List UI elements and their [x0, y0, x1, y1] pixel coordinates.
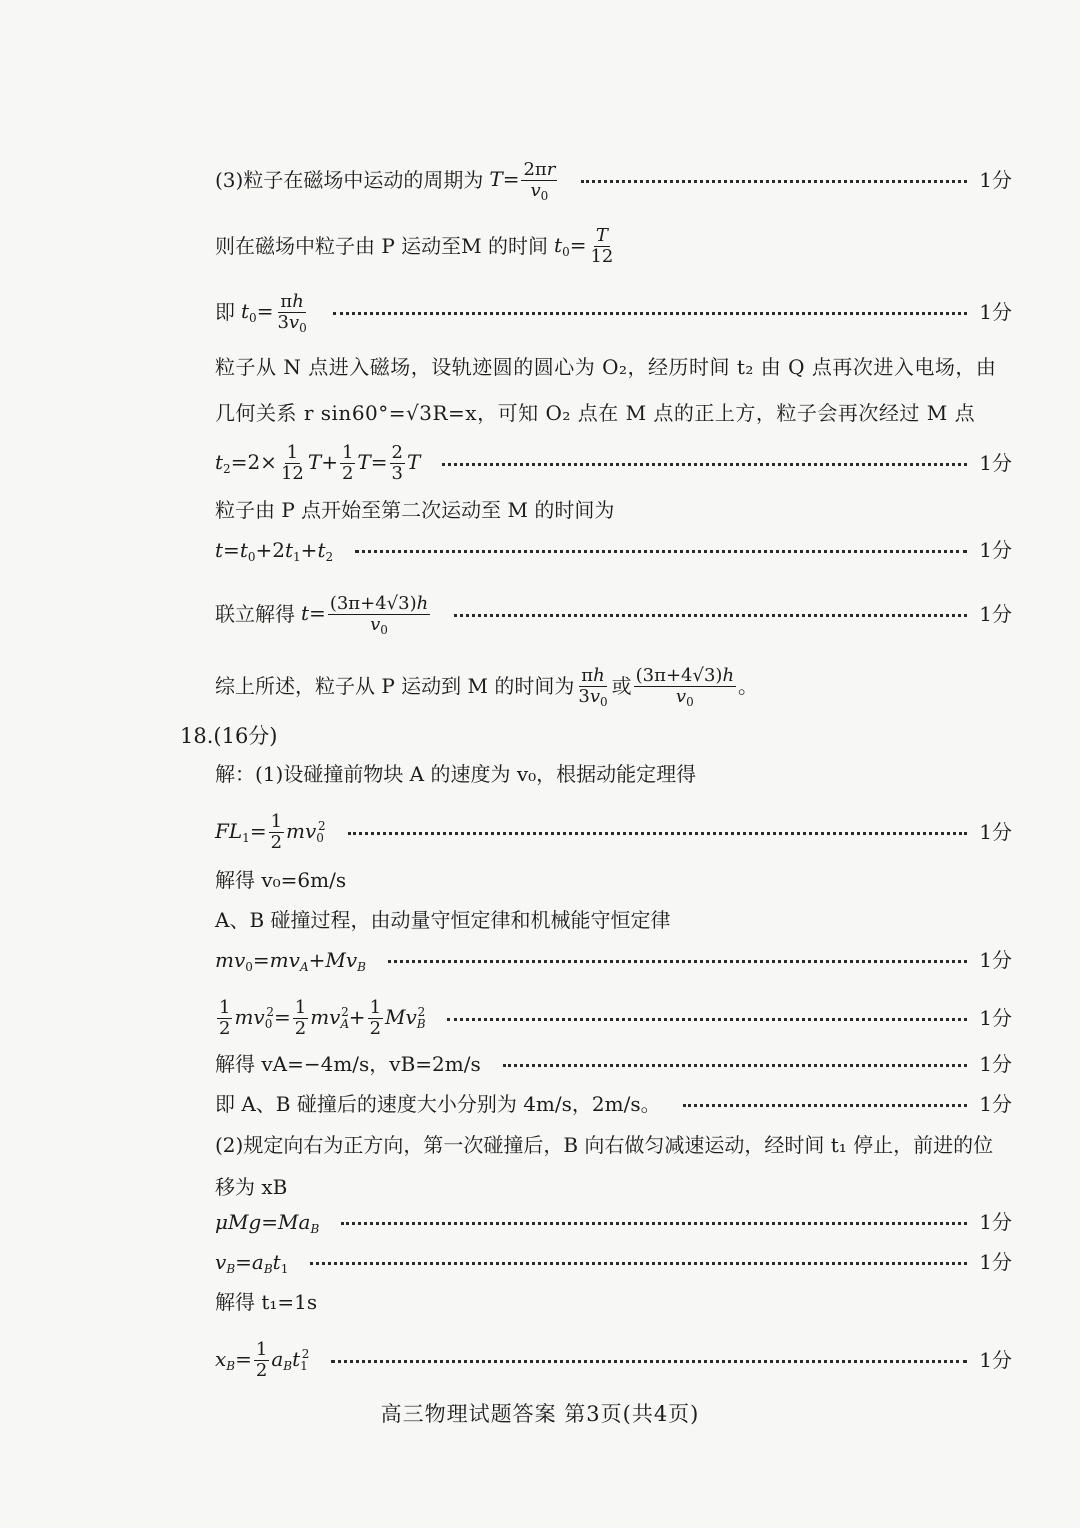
dot-leader [683, 1102, 968, 1107]
line-text: 综上所述，粒子从 P 运动到 M 的时间为 [215, 674, 575, 699]
line-text: 解得 t₁=1s [215, 1290, 318, 1314]
line-text: 解得 vA=−4m/s，vB=2m/s [215, 1052, 481, 1076]
page-footer: 高三物理试题答案 第3页(共4页) [380, 1402, 700, 1426]
answer-line [215, 1050, 1012, 1078]
answer-line [215, 760, 1012, 788]
dot-leader [454, 612, 967, 617]
answer-line: $x_B=$ $\frac{1}{2}$ $a_Bt_1^2$ 1分 [215, 1339, 1012, 1381]
line-text: 即 [215, 300, 235, 325]
line-text: (2)规定向右为正方向，第一次碰撞后，B 向右做匀减速运动，经时间 t₁ 停止，前进的位移为 xB [215, 1133, 994, 1199]
question-title: 18.(16分) [180, 724, 278, 748]
score-label: 1分 [979, 451, 1012, 476]
answer-line: $FL_1=$ $\frac{1}{2}$ $mv_0^2$ 1分 [215, 811, 1012, 853]
line-text: 则在磁场中粒子由 P 运动至M 的时间 [215, 234, 549, 259]
dot-leader [503, 1062, 968, 1067]
score-label: 1分 [979, 1348, 1012, 1373]
answer-line: 联立解得 t= $\frac{(3\pi+4√3)h}{v_0}$ 1分 [215, 593, 1012, 637]
line-text: 联立解得 [215, 602, 295, 627]
dot-leader [447, 1016, 967, 1021]
answer-line: $\mu Mg=Ma_B$ 1分 [215, 1210, 1012, 1236]
dot-leader [331, 1358, 967, 1363]
score-label: 1分 [979, 1092, 1012, 1116]
score-label: 1分 [979, 1210, 1012, 1234]
line-text: (3)粒子在磁场中运动的周期为 [215, 168, 484, 193]
line-text: 。 [738, 674, 759, 699]
answer-line: $mv_0=mv_A+Mv_B$ 1分 [215, 948, 1012, 974]
line-text: 或 [611, 674, 632, 699]
answer-line: (3)粒子在磁场中运动的周期为 T= $\frac{2\pi r}{v_0}$ 1分 [215, 159, 1012, 203]
answer-line: 综上所述，粒子从 P 运动到 M 的时间为 $\frac{\pi h}{3v_0}$ 或 $\frac{(3\pi+4√3)h}{v_0}$ 。 [215, 665, 759, 709]
line-text: A、B 碰撞过程，由动量守恒定律和机械能守恒定律 [215, 908, 671, 932]
score-label: 1分 [979, 820, 1012, 845]
dot-leader [333, 310, 968, 315]
dot-leader [310, 1260, 967, 1265]
score-label: 1分 [979, 602, 1012, 627]
dot-leader [442, 461, 967, 466]
dot-leader [355, 548, 967, 553]
line-text: 粒子从 N 点进入磁场，设轨迹圆的圆心为 O₂，经历时间 t₂ 由 Q 点再次进入电场，由几何关系 r sin60°=√3R=x，可知 O₂ 点在 M 点的正上方，粒子会再次经过 M 点 [215, 355, 997, 425]
score-label: 1分 [979, 1052, 1012, 1076]
answer-paragraph [215, 344, 1012, 436]
score-label: 1分 [979, 1006, 1012, 1031]
answer-line [215, 1090, 1012, 1118]
score-label: 1分 [979, 538, 1012, 562]
dot-leader [341, 1220, 967, 1225]
dot-leader [388, 958, 967, 963]
answer-line [215, 1288, 1012, 1316]
answer-line: $t=t_0+2t_1+t_2$ 1分 [215, 538, 1012, 564]
line-text: 解得 v₀=6m/s [215, 868, 347, 892]
answer-line [215, 866, 1012, 894]
score-label: 1分 [979, 300, 1012, 325]
score-label: 1分 [979, 948, 1012, 972]
line-text: 粒子由 P 点开始至第二次运动至 M 的时间为 [215, 498, 615, 522]
answer-line: $t_2=2\times$ $\frac{1}{12}$ T+ $\frac{1}{2}$ T= $\frac{2}{3}$ T 1分 [215, 442, 1012, 484]
answer-line [215, 496, 1012, 524]
dot-leader [348, 830, 968, 835]
answer-line: 即 $t_0=$ $\frac{\pi h}{3v_0}$ 1分 [215, 291, 1012, 335]
dot-leader [581, 178, 967, 183]
answer-line: $v_B=a_Bt_1$ 1分 [215, 1250, 1012, 1276]
line-text: 即 A、B 碰撞后的速度大小分别为 4m/s，2m/s。 [215, 1092, 661, 1116]
answer-line [215, 906, 1012, 934]
score-label: 1分 [979, 168, 1012, 193]
answer-line: 则在磁场中粒子由 P 运动至M 的时间 $t_0=$ $\frac{T}{12}$ [215, 225, 614, 267]
line-text: 解：(1)设碰撞前物块 A 的速度为 v₀，根据动能定理得 [215, 762, 697, 786]
answer-paragraph [215, 1124, 1012, 1208]
answer-line: $\frac{1}{2}$ $mv_0^2=$ $\frac{1}{2}$ $mv_A^2+$ $\frac{1}{2}$ $Mv_B^2$ 1分 [219, 997, 1012, 1039]
score-label: 1分 [979, 1250, 1012, 1274]
